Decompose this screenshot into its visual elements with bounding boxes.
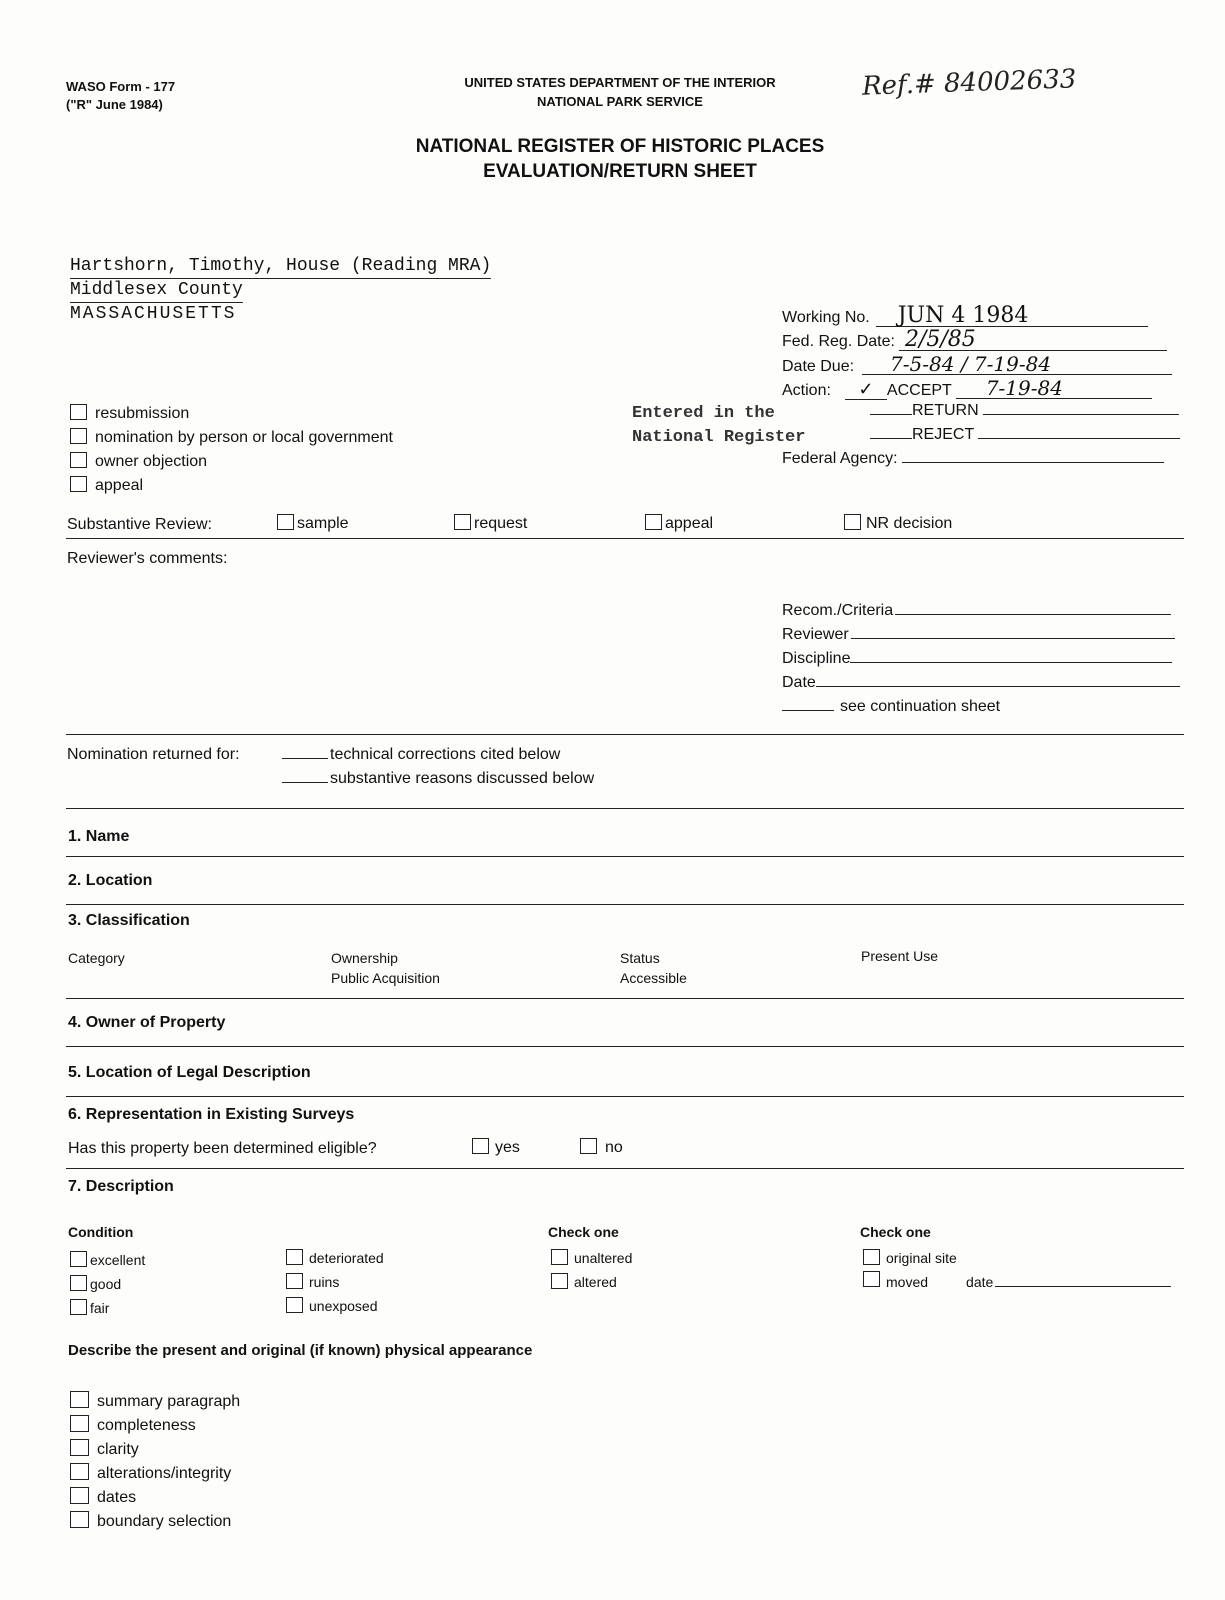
section-2-location: 2. Location bbox=[68, 872, 153, 889]
review-nr-decision bbox=[844, 514, 952, 533]
recom-criteria-row bbox=[782, 602, 1171, 620]
review-appeal-checkbox[interactable] bbox=[645, 514, 662, 530]
section-1-name: 1. Name bbox=[68, 828, 130, 845]
page-title bbox=[300, 134, 940, 184]
date-due-label: Date Due: bbox=[782, 358, 855, 375]
technical-corrections-label: technical corrections cited below bbox=[330, 746, 561, 763]
divider bbox=[66, 1096, 1184, 1097]
technical-corrections-blank[interactable] bbox=[282, 758, 328, 759]
eligible-yes-label: yes bbox=[495, 1139, 520, 1156]
alterations-integrity-label: alterations/integrity bbox=[97, 1465, 232, 1482]
working-no-row bbox=[782, 303, 1148, 328]
nomination-returned-label: Nomination returned for: bbox=[67, 746, 240, 763]
title-line2: EVALUATION/RETURN SHEET bbox=[483, 161, 757, 182]
condition-options-col1 bbox=[70, 1248, 145, 1320]
original-site-label: original site bbox=[886, 1250, 957, 1266]
section-3-classification: 3. Classification bbox=[68, 912, 190, 929]
completeness-label: completeness bbox=[97, 1417, 196, 1434]
recom-criteria-blank[interactable] bbox=[895, 614, 1171, 615]
alteration-options bbox=[551, 1246, 632, 1294]
eligible-yes-checkbox[interactable] bbox=[472, 1138, 489, 1154]
section-7-description: 7. Description bbox=[68, 1178, 174, 1195]
discipline-blank[interactable] bbox=[850, 662, 1172, 663]
return-row bbox=[870, 402, 1179, 420]
review-request bbox=[454, 514, 527, 533]
fair-checkbox[interactable] bbox=[70, 1299, 87, 1315]
recom-criteria-label: Recom./Criteria bbox=[782, 602, 894, 619]
eligible-no-label: no bbox=[605, 1139, 623, 1156]
site-options bbox=[863, 1246, 1171, 1294]
accept-date-value[interactable]: 7-19-84 bbox=[956, 378, 1152, 399]
return-date-blank[interactable] bbox=[983, 414, 1179, 415]
reject-label: REJECT bbox=[912, 426, 975, 443]
nomination-checkbox[interactable] bbox=[70, 428, 87, 444]
resubmission-checkbox[interactable] bbox=[70, 404, 87, 420]
stamp-line1: Entered in the bbox=[632, 404, 775, 423]
review-date-label: Date bbox=[782, 674, 816, 691]
action-label: Action: bbox=[782, 382, 831, 399]
dates-label: dates bbox=[97, 1489, 137, 1506]
moved-checkbox[interactable] bbox=[863, 1271, 880, 1287]
review-date-blank[interactable] bbox=[816, 686, 1180, 687]
property-county: Middlesex County bbox=[70, 279, 243, 303]
eligibility-question: Has this property been determined eligible? bbox=[68, 1140, 377, 1157]
substantive-reasons-blank[interactable] bbox=[282, 782, 328, 783]
appearance-checklist bbox=[70, 1390, 240, 1534]
clarity-label: clarity bbox=[97, 1441, 139, 1458]
section-5-legal-description: 5. Location of Legal Description bbox=[68, 1064, 311, 1081]
reject-date-blank[interactable] bbox=[978, 438, 1180, 439]
federal-agency-label: Federal Agency: bbox=[782, 450, 898, 467]
clarity-checkbox[interactable] bbox=[70, 1439, 89, 1456]
return-blank[interactable] bbox=[870, 414, 912, 415]
alterations-integrity-checkbox[interactable] bbox=[70, 1463, 89, 1480]
boundary-selection-label: boundary selection bbox=[97, 1513, 232, 1530]
reject-blank[interactable] bbox=[870, 438, 912, 439]
category-label: Category bbox=[68, 950, 125, 966]
eligibility-no bbox=[580, 1138, 623, 1157]
dates-checkbox[interactable] bbox=[70, 1487, 89, 1504]
nomination-label: nomination by person or local government bbox=[95, 429, 393, 446]
divider bbox=[66, 1168, 1184, 1169]
altered-label: altered bbox=[574, 1274, 617, 1290]
title-line1: NATIONAL REGISTER OF HISTORIC PLACES bbox=[415, 136, 825, 157]
review-sample bbox=[277, 514, 349, 533]
ruins-label: ruins bbox=[309, 1274, 340, 1290]
good-checkbox[interactable] bbox=[70, 1275, 87, 1291]
form-id bbox=[66, 78, 175, 114]
public-acquisition-label: Public Acquisition bbox=[331, 970, 440, 986]
federal-agency-row bbox=[782, 450, 1164, 468]
form-id-line2: ("R" June 1984) bbox=[66, 97, 163, 112]
date-due-row bbox=[782, 354, 1172, 376]
form-id-line1: WASO Form - 177 bbox=[66, 79, 176, 94]
condition-options-col2 bbox=[286, 1246, 384, 1318]
request-label: request bbox=[474, 515, 528, 532]
divider bbox=[66, 904, 1184, 905]
eligible-no-checkbox[interactable] bbox=[580, 1138, 597, 1154]
deteriorated-label: deteriorated bbox=[309, 1250, 384, 1266]
ownership-label: Ownership bbox=[331, 950, 398, 966]
substantive-review-label: Substantive Review: bbox=[67, 516, 212, 533]
property-name: Hartshorn, Timothy, House (Reading MRA) bbox=[70, 255, 491, 279]
fair-label: fair bbox=[90, 1300, 110, 1316]
owner-objection-checkbox[interactable] bbox=[70, 452, 87, 468]
review-date-row bbox=[782, 674, 1180, 692]
property-state: MASSACHUSETTS bbox=[70, 304, 237, 324]
discipline-row bbox=[782, 650, 1172, 668]
reviewers-comments-label: Reviewer's comments: bbox=[67, 550, 228, 567]
accessible-label: Accessible bbox=[620, 970, 687, 986]
request-checkbox[interactable] bbox=[454, 514, 471, 530]
divider bbox=[66, 998, 1184, 999]
unexposed-checkbox[interactable] bbox=[286, 1297, 303, 1313]
excellent-label: excellent bbox=[90, 1252, 146, 1268]
moved-date-blank[interactable] bbox=[995, 1286, 1171, 1287]
moved-date-label: date bbox=[966, 1274, 994, 1290]
review-appeal bbox=[645, 514, 713, 533]
status-label: Status bbox=[620, 950, 660, 966]
unaltered-checkbox[interactable] bbox=[551, 1249, 568, 1265]
date-due-value[interactable]: 7-5-84 / 7-19-84 bbox=[862, 354, 1172, 375]
present-use-label: Present Use bbox=[861, 948, 939, 964]
divider bbox=[66, 1046, 1184, 1047]
stamp-line2: National Register bbox=[632, 428, 806, 447]
submission-options bbox=[70, 402, 393, 498]
divider bbox=[66, 538, 1184, 539]
describe-appearance-label: Describe the present and original (if known) physical appearance bbox=[68, 1342, 533, 1359]
reference-number-handwritten: Ref.# 84002633 bbox=[861, 64, 1077, 102]
fed-reg-row bbox=[782, 327, 1167, 352]
substantive-reasons-row bbox=[282, 770, 594, 788]
nr-decision-label: NR decision bbox=[866, 515, 953, 532]
reviewer-blank[interactable] bbox=[851, 638, 1175, 639]
continuation-blank[interactable] bbox=[782, 710, 834, 711]
review-appeal-label: appeal bbox=[665, 515, 714, 532]
working-no-value[interactable]: JUN 4 1984 bbox=[876, 306, 1148, 327]
check-one-label-1: Check one bbox=[548, 1224, 619, 1240]
unaltered-label: unaltered bbox=[574, 1250, 633, 1266]
appeal-option-label: appeal bbox=[95, 477, 144, 494]
continuation-row bbox=[782, 698, 1000, 716]
accept-check-mark[interactable]: ✓ bbox=[845, 381, 887, 400]
unexposed-label: unexposed bbox=[309, 1298, 378, 1314]
excellent-checkbox[interactable] bbox=[70, 1251, 87, 1267]
section-4-owner: 4. Owner of Property bbox=[68, 1014, 226, 1031]
federal-agency-blank[interactable] bbox=[902, 462, 1164, 463]
department-header bbox=[410, 73, 830, 111]
department-line2: NATIONAL PARK SERVICE bbox=[537, 94, 703, 109]
divider bbox=[66, 734, 1184, 735]
resubmission-label: resubmission bbox=[95, 405, 190, 422]
divider bbox=[66, 808, 1184, 809]
action-row bbox=[782, 378, 1152, 400]
check-one-label-2: Check one bbox=[860, 1224, 931, 1240]
ownership-column bbox=[331, 948, 440, 988]
entered-register-stamp bbox=[632, 402, 805, 450]
return-label: RETURN bbox=[912, 402, 979, 419]
accept-label: ACCEPT bbox=[886, 382, 952, 399]
property-info bbox=[70, 255, 491, 326]
department-line1: UNITED STATES DEPARTMENT OF THE INTERIOR bbox=[464, 75, 776, 90]
sample-label: sample bbox=[297, 515, 349, 532]
status-column bbox=[620, 948, 687, 988]
eligibility-yes bbox=[472, 1138, 520, 1157]
ruins-checkbox[interactable] bbox=[286, 1273, 303, 1289]
nr-decision-checkbox[interactable] bbox=[844, 514, 861, 530]
original-site-checkbox[interactable] bbox=[863, 1249, 880, 1265]
fed-reg-label: Fed. Reg. Date: bbox=[782, 333, 895, 350]
technical-corrections-row bbox=[282, 746, 560, 764]
sample-checkbox[interactable] bbox=[277, 514, 294, 530]
reject-row bbox=[870, 426, 1180, 444]
section-6-surveys: 6. Representation in Existing Surveys bbox=[68, 1106, 355, 1123]
discipline-label: Discipline bbox=[782, 650, 851, 667]
substantive-reasons-label: substantive reasons discussed below bbox=[330, 770, 595, 787]
summary-paragraph-checkbox[interactable] bbox=[70, 1391, 89, 1408]
completeness-checkbox[interactable] bbox=[70, 1415, 89, 1432]
divider bbox=[66, 856, 1184, 857]
continuation-label: see continuation sheet bbox=[840, 698, 1001, 715]
altered-checkbox[interactable] bbox=[551, 1273, 568, 1289]
reviewer-row bbox=[782, 626, 1175, 644]
owner-objection-label: owner objection bbox=[95, 453, 208, 470]
reviewer-label: Reviewer bbox=[782, 626, 849, 643]
condition-label: Condition bbox=[68, 1224, 134, 1240]
fed-reg-value[interactable]: 2/5/85 bbox=[899, 330, 1167, 351]
appeal-option-checkbox[interactable] bbox=[70, 476, 87, 492]
deteriorated-checkbox[interactable] bbox=[286, 1249, 303, 1265]
good-label: good bbox=[90, 1276, 122, 1292]
boundary-selection-checkbox[interactable] bbox=[70, 1511, 89, 1528]
moved-label: moved bbox=[886, 1274, 929, 1290]
summary-paragraph-label: summary paragraph bbox=[97, 1393, 241, 1410]
working-no-label: Working No. bbox=[782, 309, 870, 326]
